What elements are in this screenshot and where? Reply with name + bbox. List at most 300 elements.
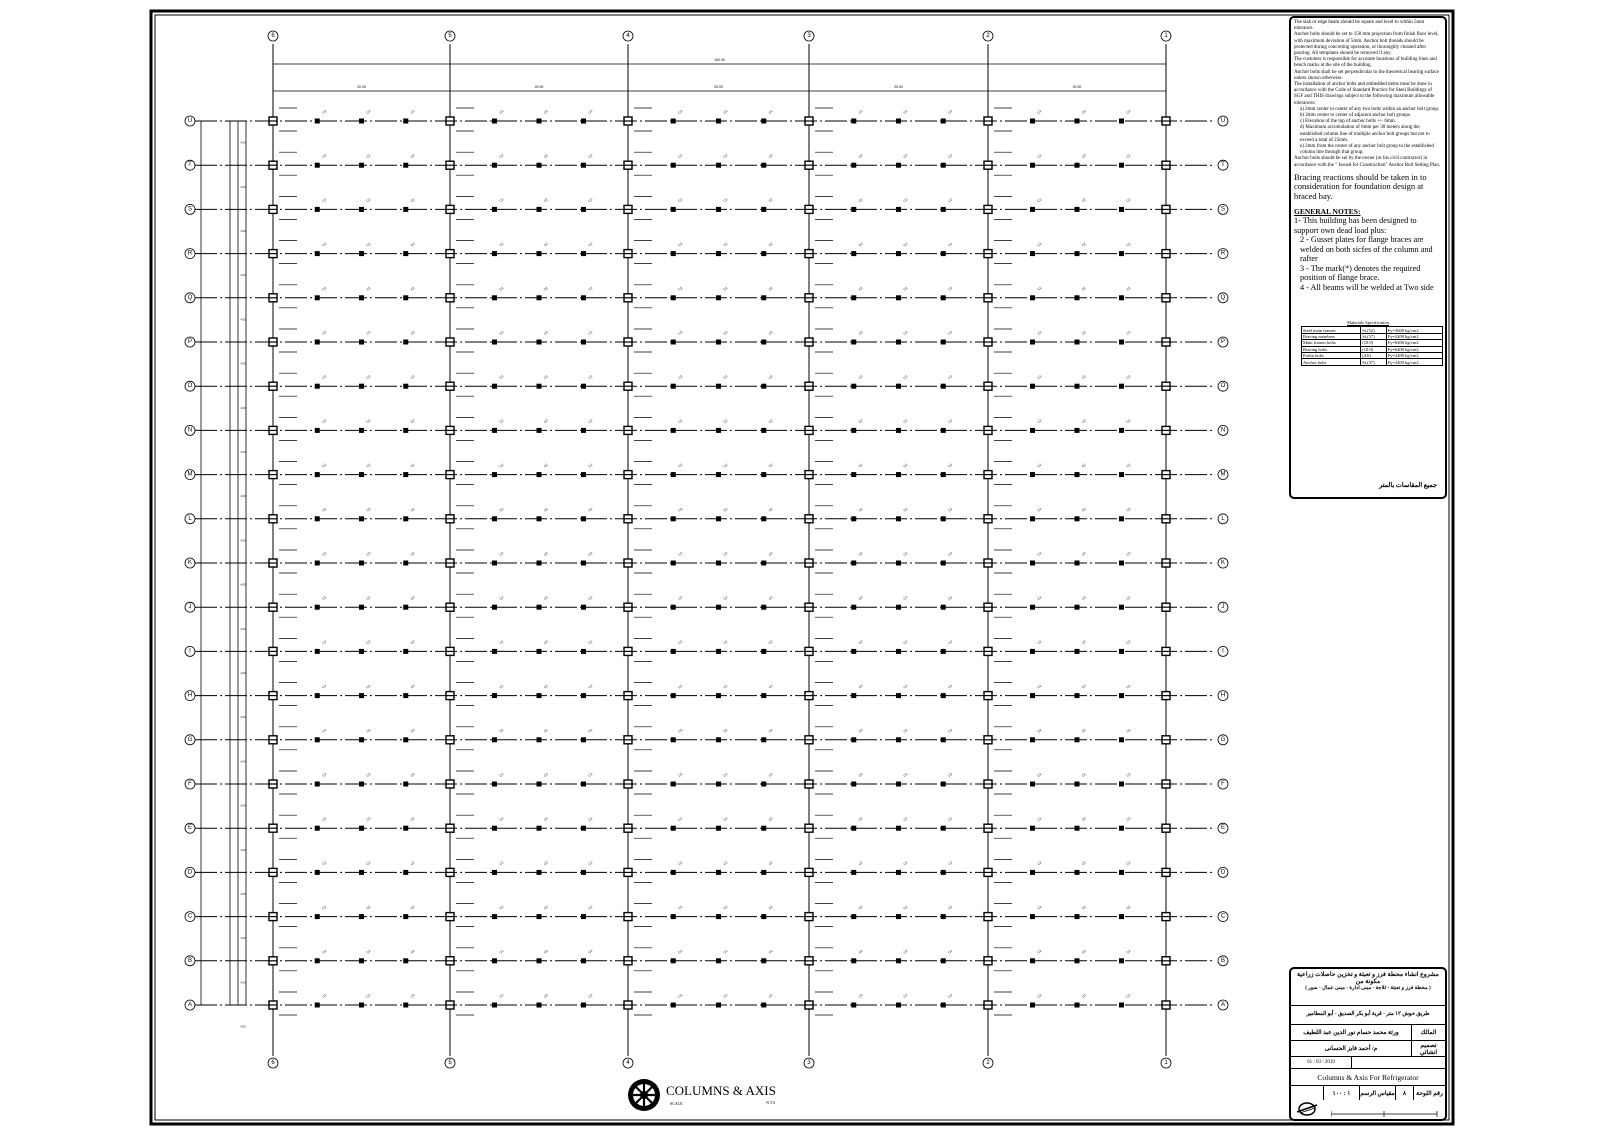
column-tag: C2: [857, 639, 864, 646]
secondary-column: [671, 251, 676, 256]
side-dimension-text: 4.00: [240, 893, 246, 896]
material-grade: (10.9): [1361, 340, 1386, 346]
material-strength: Fy=3600 kg/cm2: [1386, 327, 1442, 333]
side-dimension-text: 4.00: [240, 362, 246, 366]
column-tag: C2: [1036, 241, 1043, 248]
designer-row: [1291, 1041, 1445, 1057]
column-tag: C2: [722, 330, 729, 336]
secondary-column: [581, 163, 586, 168]
general-note-item: 3 - The mark(*) denotes the required position of flange brace.: [1300, 263, 1421, 283]
column-tag: C2: [543, 595, 549, 601]
column-tag: C2: [587, 462, 594, 469]
column-tag: C2: [409, 330, 416, 336]
secondary-column: [537, 649, 542, 654]
row-label: G: [187, 736, 193, 743]
secondary-column: [403, 163, 408, 168]
column-tag: C2: [321, 506, 328, 513]
column-label: 6: [271, 1060, 275, 1066]
column-tag: C2: [409, 109, 416, 115]
secondary-column: [537, 870, 542, 875]
column-tag: C2: [947, 241, 954, 248]
column-tag: C2: [321, 772, 328, 778]
row-label: B: [187, 957, 193, 964]
secondary-column: [359, 914, 364, 919]
secondary-column: [315, 605, 320, 610]
secondary-column: [537, 737, 542, 742]
owner-value: ورثة محمد حسام نور الدين عبد اللطيف: [1303, 1030, 1399, 1036]
side-dimension-text: 4.00: [240, 804, 246, 808]
column-tag: C2: [947, 462, 954, 469]
secondary-column: [941, 605, 946, 610]
secondary-column: [896, 516, 901, 521]
secondary-column: [671, 516, 676, 521]
secondary-column: [851, 782, 856, 787]
column-tag: C2: [857, 506, 864, 513]
column-tag: C2: [409, 462, 416, 469]
secondary-column: [1075, 826, 1080, 831]
column-tag: C2: [498, 109, 505, 115]
material-grade: St.(52): [1361, 327, 1386, 333]
secondary-column: [1075, 251, 1080, 256]
secondary-column: [492, 472, 497, 477]
general-notes-list: [1294, 216, 1442, 292]
column-tag: C2: [543, 285, 549, 292]
row-label: T: [1221, 162, 1225, 169]
secondary-column: [492, 958, 497, 963]
secondary-column: [896, 649, 901, 654]
column-tag: C2: [1036, 153, 1043, 159]
secondary-column: [492, 163, 497, 168]
column-tag: C2: [1125, 904, 1132, 911]
column-tag: C2: [1036, 993, 1043, 999]
column-tag: C2: [722, 948, 729, 955]
column-tag: C2: [409, 948, 416, 955]
column-tag: C2: [321, 462, 328, 469]
column-tag: C2: [1036, 330, 1043, 336]
column-tag: C2: [587, 285, 594, 292]
column-tag: C2: [543, 683, 549, 690]
row-label: Q: [187, 294, 193, 301]
column-tag: C2: [587, 153, 594, 159]
column-tag: C2: [1036, 772, 1043, 778]
column-tag: C2: [543, 506, 549, 513]
column-tag: C2: [677, 374, 684, 380]
column-tag: C2: [947, 860, 954, 867]
secondary-column: [761, 384, 766, 389]
secondary-column: [1030, 870, 1035, 875]
secondary-column: [716, 472, 721, 477]
secondary-column: [761, 251, 766, 256]
secondary-column: [761, 737, 766, 742]
column-tag: C2: [498, 816, 505, 822]
secondary-column: [492, 119, 497, 124]
secondary-column: [359, 207, 364, 212]
column-tag: C2: [677, 639, 684, 646]
secondary-column: [671, 870, 676, 875]
secondary-column: [671, 561, 676, 566]
column-tag: C2: [947, 683, 954, 690]
column-tag: C2: [902, 330, 909, 336]
column-tag: C2: [677, 772, 684, 778]
column-tag: C2: [677, 462, 684, 469]
secondary-column: [492, 737, 497, 742]
side-dimension-text: 4.00: [240, 539, 246, 543]
column-tag: C2: [365, 860, 372, 867]
column-tag: C2: [365, 241, 372, 248]
column-tag: C2: [767, 816, 774, 822]
column-tag: C2: [409, 153, 416, 159]
secondary-column: [716, 251, 721, 256]
secondary-column: [851, 826, 856, 831]
secondary-column: [761, 649, 766, 654]
secondary-column: [1075, 561, 1080, 566]
column-tag: C2: [498, 595, 505, 601]
column-tag: C2: [722, 285, 729, 292]
secondary-column: [1119, 782, 1124, 787]
secondary-column: [492, 428, 497, 433]
column-tag: C2: [902, 595, 909, 601]
secondary-column: [1119, 428, 1124, 433]
scale-bar: [1331, 1110, 1441, 1118]
secondary-column: [716, 428, 721, 433]
note-paragraph-3: The customer is responsible for accurate locations of building lines and bench marks at the site of the building.: [1294, 57, 1437, 69]
secondary-column: [403, 295, 408, 300]
secondary-column: [581, 428, 586, 433]
secondary-column: [359, 870, 364, 875]
secondary-column: [537, 914, 542, 919]
secondary-column: [537, 295, 542, 300]
secondary-column: [941, 163, 946, 168]
side-dimension-text: 4.00: [240, 627, 246, 631]
owner-row: [1291, 1025, 1445, 1041]
row-label: R: [187, 250, 193, 257]
secondary-column: [492, 384, 497, 389]
column-label: 6: [271, 33, 275, 39]
column-tag: C2: [321, 418, 328, 425]
secondary-column: [537, 605, 542, 610]
secondary-column: [359, 516, 364, 521]
secondary-column: [896, 914, 901, 919]
column-tag: C2: [857, 330, 864, 336]
drawing-name: Columns & Axis For Refrigerator: [1317, 1072, 1419, 1082]
secondary-column: [1075, 295, 1080, 300]
column-tag: C2: [677, 993, 684, 999]
secondary-column: [1030, 207, 1035, 212]
drawing-name-row: [1291, 1069, 1445, 1086]
secondary-column: [1030, 561, 1035, 566]
secondary-column: [851, 914, 856, 919]
row-label: E: [1220, 825, 1226, 832]
column-tag: C2: [365, 374, 372, 380]
material-grade: (10.9): [1361, 346, 1386, 352]
secondary-column: [761, 295, 766, 300]
project-title-line-2: مكونة من: [1355, 978, 1381, 986]
column-tag: C2: [677, 551, 684, 557]
secondary-column: [941, 340, 946, 345]
row-label: M: [187, 471, 193, 478]
secondary-column: [1030, 958, 1035, 963]
column-tag: C2: [767, 418, 774, 425]
column-tag: C2: [677, 109, 684, 115]
secondary-column: [537, 516, 542, 521]
materials-table: [1301, 326, 1443, 365]
column-tag: C2: [767, 904, 774, 911]
column-tag: C2: [321, 683, 328, 690]
side-dimension-text: 4.00: [240, 141, 246, 145]
material-grade: St.(37): [1361, 333, 1386, 339]
material-grade: (4.6): [1361, 352, 1386, 358]
column-tag: C2: [947, 816, 954, 822]
secondary-column: [896, 605, 901, 610]
secondary-column: [1075, 207, 1080, 212]
secondary-column: [671, 340, 676, 345]
column-tag: C2: [902, 153, 909, 159]
secondary-column: [403, 561, 408, 566]
secondary-column: [941, 428, 946, 433]
secondary-column: [941, 384, 946, 389]
column-tag: C2: [947, 374, 954, 380]
column-tag: C2: [543, 860, 549, 867]
column-tag: C2: [947, 153, 954, 159]
column-tag: C2: [365, 197, 372, 204]
secondary-column: [761, 870, 766, 875]
secondary-column: [492, 340, 497, 345]
secondary-column: [896, 737, 901, 742]
column-tag: C2: [902, 109, 909, 115]
column-tag: C2: [409, 639, 416, 646]
secondary-column: [1119, 826, 1124, 831]
row-label: U: [187, 118, 193, 124]
outer-border: [151, 11, 1453, 1124]
secondary-column: [761, 119, 766, 124]
column-tag: C2: [543, 816, 549, 822]
secondary-column: [851, 561, 856, 566]
secondary-column: [716, 870, 721, 875]
row-label: F: [188, 781, 192, 787]
row-label: B: [1220, 957, 1226, 964]
column-tag: C2: [1125, 993, 1132, 999]
row-label: S: [1220, 206, 1226, 213]
column-tag: C2: [365, 551, 372, 557]
column-tag: C2: [1125, 153, 1132, 159]
material-strength: Fy=2400 kg/cm2: [1386, 352, 1442, 358]
material-item: Anchor bolts: [1302, 359, 1361, 365]
column-label: 3: [807, 33, 811, 39]
secondary-column: [671, 384, 676, 389]
tolerance-list: [1300, 107, 1442, 157]
column-tag: C2: [1125, 595, 1132, 601]
bay-dimension-text: 20.00: [1072, 85, 1082, 89]
column-tag: C2: [321, 551, 328, 557]
drawing-scale-label: SCALE: [670, 1101, 683, 1106]
column-tag: C2: [543, 197, 549, 204]
column-tag: C2: [543, 241, 549, 248]
secondary-column: [537, 693, 542, 698]
column-tag: C2: [1081, 197, 1087, 204]
column-tag: C2: [587, 330, 594, 336]
secondary-column: [359, 561, 364, 566]
secondary-column: [403, 914, 408, 919]
column-tag: C2: [321, 639, 328, 646]
secondary-column: [359, 340, 364, 345]
row-label: G: [1220, 736, 1226, 743]
secondary-column: [1030, 737, 1035, 742]
secondary-column: [315, 384, 320, 389]
column-tag: C2: [587, 772, 594, 778]
secondary-column: [896, 163, 901, 168]
column-tag: C2: [857, 109, 864, 115]
column-tag: C2: [1081, 772, 1087, 778]
secondary-column: [492, 649, 497, 654]
row-label: D: [187, 869, 193, 876]
secondary-column: [851, 340, 856, 345]
note-paragraph-4: Anchor bolts shall be set perpendicular to the theoretical bearing surface unless shown otherwise.: [1294, 69, 1439, 81]
secondary-column: [1119, 605, 1124, 610]
column-tag: C2: [409, 551, 416, 557]
tolerance-item: c) Elevation of the top of anchor bolts +/- 6mm.: [1300, 119, 1396, 125]
secondary-column: [941, 1003, 946, 1008]
secondary-column: [403, 958, 408, 963]
secondary-column: [537, 782, 542, 787]
secondary-column: [671, 119, 676, 124]
column-tag: C2: [902, 462, 909, 469]
column-tag: C2: [857, 595, 864, 601]
column-tag: C2: [409, 816, 416, 822]
material-strength: Fy=6400 kg/cm2: [1386, 340, 1442, 346]
general-notes-title: GENERAL NOTES:: [1294, 207, 1361, 217]
secondary-column: [716, 958, 721, 963]
secondary-column: [581, 472, 586, 477]
column-tag: C2: [767, 551, 774, 557]
secondary-column: [1075, 693, 1080, 698]
column-tag: C2: [902, 683, 909, 690]
note-paragraph-2: Anchor bolts should be set to 150 mm projection from finish floor level, with maximum deviation of 5mm. Anchor bolt threads should be protected during concreting operation, or thoroughly cleaned after pouring. All templates should be removed if any.: [1294, 32, 1439, 57]
secondary-column: [851, 649, 856, 654]
date-row: [1291, 1057, 1445, 1069]
secondary-column: [1075, 605, 1080, 610]
column-tag: C2: [947, 639, 954, 646]
column-tag: C2: [498, 860, 505, 867]
secondary-column: [581, 605, 586, 610]
secondary-column: [671, 472, 676, 477]
secondary-column: [315, 1003, 320, 1008]
secondary-column: [1119, 119, 1124, 124]
column-tag: C2: [902, 727, 909, 734]
column-tag: C2: [722, 860, 729, 867]
column-tag: C2: [498, 285, 505, 292]
secondary-column: [941, 826, 946, 831]
column-tag: C2: [409, 772, 416, 778]
column-tag: C2: [587, 860, 594, 867]
secondary-column: [1030, 340, 1035, 345]
column-tag: C2: [767, 153, 774, 159]
column-tag: C2: [1036, 374, 1043, 380]
column-tag: C2: [587, 506, 594, 513]
secondary-column: [761, 207, 766, 212]
project-title-row: [1291, 969, 1445, 1006]
secondary-column: [851, 870, 856, 875]
secondary-column: [1030, 649, 1035, 654]
column-tag: C2: [767, 109, 774, 115]
bay-dimension-text: 20.00: [534, 85, 544, 89]
column-tag: C2: [1081, 860, 1087, 867]
column-tag: C2: [1036, 285, 1043, 292]
column-tag: C2: [902, 374, 909, 380]
column-tag: C2: [677, 595, 684, 601]
secondary-column: [315, 251, 320, 256]
secondary-column: [896, 693, 901, 698]
column-tag: C2: [409, 241, 416, 248]
column-label: 3: [807, 1060, 811, 1066]
secondary-column: [403, 207, 408, 212]
side-dimension-text: 4.00: [240, 230, 246, 233]
column-tag: C2: [1081, 816, 1087, 822]
column-tag: C2: [1036, 683, 1043, 690]
column-tag: C2: [409, 683, 416, 690]
row-label: T: [188, 162, 192, 169]
column-tag: C2: [857, 197, 864, 204]
row-label: K: [1220, 560, 1226, 566]
secondary-column: [896, 428, 901, 433]
column-tag: C2: [1125, 860, 1132, 867]
secondary-column: [851, 516, 856, 521]
secondary-column: [492, 1003, 497, 1008]
column-tag: C2: [767, 374, 774, 380]
row-label: A: [187, 1002, 193, 1008]
secondary-column: [941, 295, 946, 300]
row-label: L: [1221, 515, 1225, 522]
column-tag: C2: [677, 241, 684, 248]
secondary-column: [581, 914, 586, 919]
column-tag: C2: [722, 462, 729, 469]
column-tag: C2: [587, 197, 594, 204]
secondary-column: [896, 1003, 901, 1008]
column-tag: C2: [857, 860, 864, 867]
secondary-column: [1075, 1003, 1080, 1008]
column-tag: C2: [543, 772, 549, 778]
column-tag: C2: [902, 551, 909, 557]
column-tag: C2: [1125, 241, 1132, 248]
secondary-column: [1030, 1003, 1035, 1008]
secondary-column: [537, 561, 542, 566]
secondary-column: [941, 737, 946, 742]
column-tag: C2: [947, 197, 954, 204]
title-block: [1289, 967, 1447, 1121]
column-tag: C2: [409, 727, 416, 734]
row-label: C: [187, 913, 193, 920]
secondary-column: [1030, 516, 1035, 521]
column-tag: C2: [677, 153, 684, 159]
secondary-column: [359, 693, 364, 698]
side-dimension-text: 4.00: [240, 848, 246, 852]
secondary-column: [716, 737, 721, 742]
secondary-column: [1075, 384, 1080, 389]
overall-dimension-text: 100.00: [714, 58, 725, 62]
column-tag: C2: [1036, 462, 1043, 469]
column-tag: C2: [947, 772, 954, 778]
secondary-column: [716, 1003, 721, 1008]
row-label: H: [1220, 692, 1226, 699]
secondary-column: [1075, 516, 1080, 521]
column-tag: C2: [365, 948, 372, 955]
column-tag: C2: [1125, 197, 1132, 204]
secondary-column: [1075, 737, 1080, 742]
column-tag: C2: [498, 772, 505, 778]
column-tag: C2: [1036, 109, 1043, 115]
side-dimension-text: 4.00: [240, 672, 246, 675]
row-label: I: [1222, 648, 1224, 655]
secondary-column: [1075, 782, 1080, 787]
